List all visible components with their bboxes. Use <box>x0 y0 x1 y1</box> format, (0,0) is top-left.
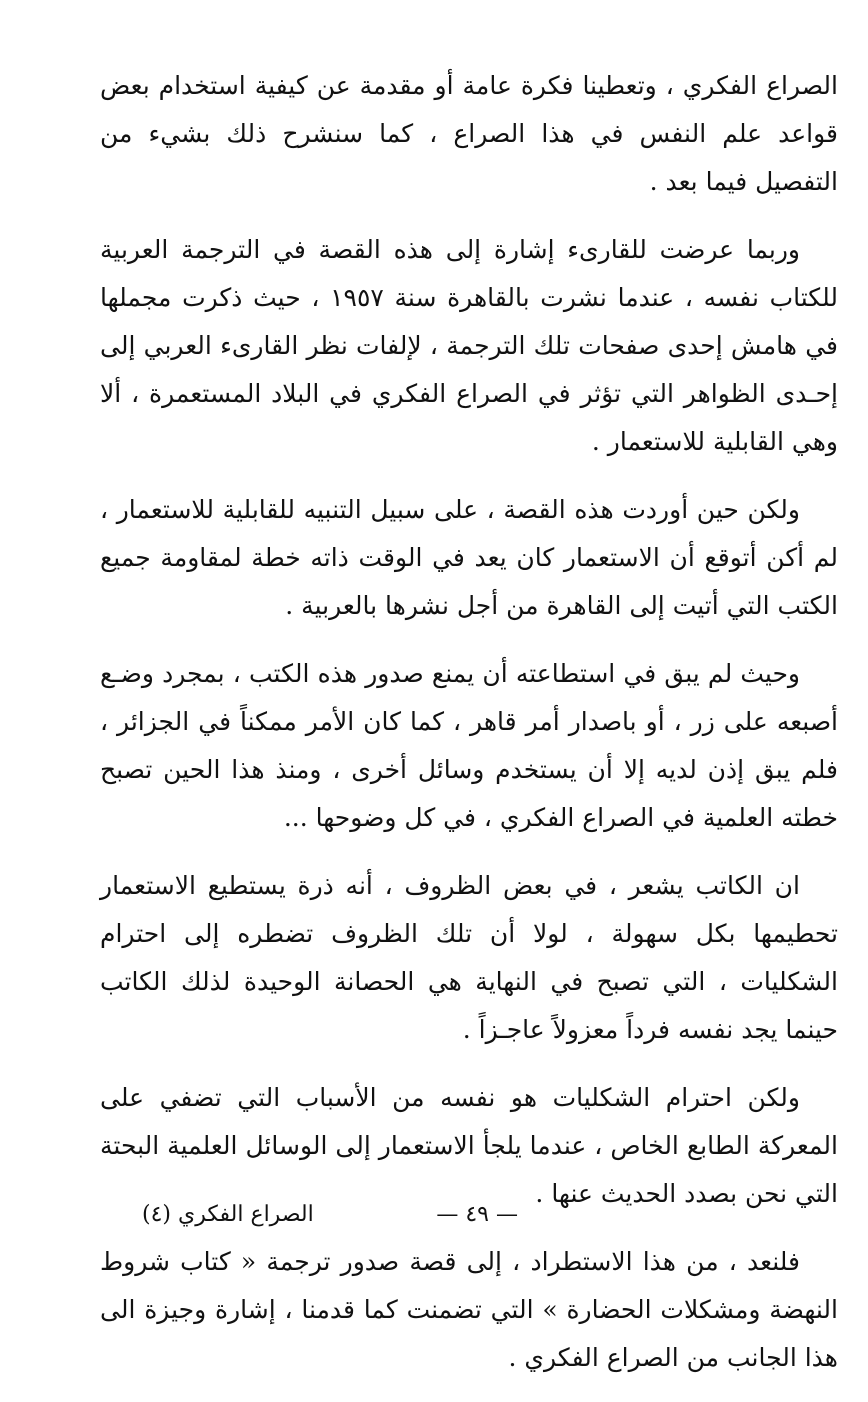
signature-mark: الصراع الفكري (٤) <box>142 1202 314 1227</box>
paragraph-7: فلنعد ، من هذا الاستطراد ، إلى قصة صدور ترجمة « كتاب شروط النهضة ومشكلات الحضارة » التي تضمنت كما قدمنا ، إشارة وجيزة الى هذا الجانب من الصراع الفكري . <box>100 1247 838 1372</box>
page-number: — ٤٩ — <box>436 1202 518 1227</box>
paragraph-2: وربما عرضت للقارىء إشارة إلى هذه القصة في الترجمة العربية للكتاب نفسه ، عندما نشرت بالقاهرة سنة ١٩٥٧ ، حيث ذكرت مجملها في هامش إحدى صفحات تلك الترجمة ، لإلفات نظر القارىء العربي إلى إحـدى الظواهر التي تؤثر في الصراع الفكري في البلاد المستعمرة ، ألا وهي القابلية للاستعمار . <box>100 235 838 456</box>
paragraph-1: الصراع الفكري ، وتعطينا فكرة عامة أو مقدمة عن كيفية استخدام بعض قواعد علم النفس في هذا الصراع ، كما سنشرح ذلك بشيء من التفصيل فيما بعد . <box>100 71 838 196</box>
paragraph-5: ان الكاتب يشعر ، في بعض الظروف ، أنه ذرة يستطيع الاستعمار تحطيمها بكل سهولة ، لولا أن تلك الظروف تضطره إلى احترام الشكليات ، التي تصبح في النهاية هي الحصانة الوحيدة لذلك الكاتب حينما يجد نفسه فرداً معزولاً عاجـزاً . <box>100 871 838 1044</box>
paragraph-3: ولكن حين أوردت هذه القصة ، على سبيل التنبيه للقابلية للاستعمار ، لم أكن أتوقع أن الاستعمار كان يعد في الوقت ذاته خطة لمقاومة جميع الكتب التي أتيت إلى القاهرة من أجل نشرها بالعربية . <box>100 495 838 620</box>
page-footer <box>100 1196 838 1236</box>
paragraph-6: ولكن احترام الشكليات هو نفسه من الأسباب التي تضفي على المعركة الطابع الخاص ، عندما يلجأ الاستعمار إلى الوسائل العلمية البحتة التي نحن بصدد الحديث عنها . <box>100 1083 838 1208</box>
paragraph-4: وحيث لم يبق في استطاعته أن يمنع صدور هذه الكتب ، بمجرد وضـع أصبعه على زر ، أو باصدار أمر قاهر ، كما كان الأمر ممكناً في الجزائر ، فلم يبق إذن لديه إلا أن يستخدم وسائل أخرى ، ومنذ هذا الحين تصبح خطته العلمية في الصراع الفكري ، في كل وضوحها ... <box>100 659 838 832</box>
